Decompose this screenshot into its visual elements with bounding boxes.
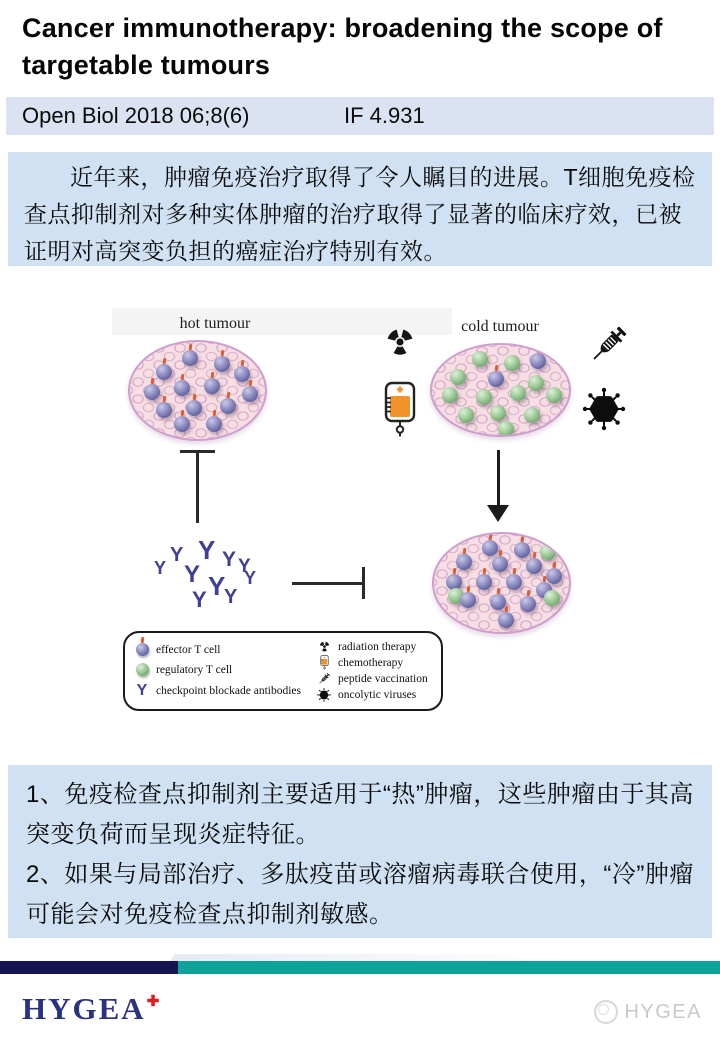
regulatory-t-cell <box>458 407 474 423</box>
antibody-icon: Y <box>136 682 148 699</box>
antibody: Y <box>184 561 201 588</box>
effector-t-cell <box>156 364 172 380</box>
regulatory-t-cell <box>490 405 506 421</box>
legend-row-effector <box>134 643 316 656</box>
legend-row-peptide <box>316 672 432 686</box>
antibody: Y <box>208 571 226 601</box>
figure-panel <box>110 305 630 737</box>
cold-tumour-label: cold tumour <box>461 318 539 335</box>
legend-row-radiation <box>316 640 432 653</box>
effector-t-cell <box>506 574 522 590</box>
hot-tumour-label: hot tumour <box>179 315 251 332</box>
legend-label: oncolytic viruses <box>338 689 417 701</box>
effector-t-cell <box>144 384 160 400</box>
effector-t-cell <box>546 568 562 584</box>
effector-t-cell <box>492 556 508 572</box>
effector-t-cell <box>174 416 190 432</box>
intro-text-box <box>8 152 712 266</box>
antibody: Y <box>198 535 216 565</box>
effector-t-cell <box>156 402 172 418</box>
chemotherapy-icon <box>383 381 417 437</box>
inhibition-tbar-horizontal-cap <box>362 567 365 599</box>
effector-t-cell <box>456 554 472 570</box>
effector-t-cell <box>242 386 258 402</box>
syringe-icon <box>586 323 630 367</box>
effector-t-cell <box>520 596 536 612</box>
summary-text-box <box>8 765 712 938</box>
effector-t-cell <box>204 378 220 394</box>
antibody-cluster <box>110 530 290 630</box>
syringe-icon <box>316 672 332 686</box>
chemotherapy-icon <box>316 655 332 670</box>
legend-label: effector T cell <box>156 643 221 656</box>
effector-t-cell <box>174 380 190 396</box>
legend-label: radiation therapy <box>338 640 417 653</box>
inhibition-tbar-horizontal <box>292 582 364 585</box>
regulatory-t-cell <box>510 385 526 401</box>
impact-factor: IF 4.931 <box>344 103 425 128</box>
effector-t-cell <box>234 366 250 382</box>
antibody: Y <box>170 544 184 566</box>
intro-paragraph: 近年来，肿瘤免疫治疗取得了令人瞩目的进展。T细胞免疫检查点抑制剂对多种实体肿瘤的治疗取得了显著的临床疗效，已被证明对高突变负担的癌症治疗特别有效。 <box>24 164 696 264</box>
summary-point: 1、免疫检查点抑制剂主要适用于“热”肿瘤，这些肿瘤由于其高突变负荷而呈现炎症特征。 <box>26 781 694 848</box>
effector-t-cell <box>490 594 506 610</box>
page-title: Cancer immunotherapy: broadening the scope of targetable tumours <box>22 13 663 80</box>
legend-label: checkpoint blockade antibodies <box>156 685 301 697</box>
down-arrow-head <box>487 505 509 522</box>
regulatory-t-cell <box>442 387 458 403</box>
regulatory-t-cell <box>540 544 556 560</box>
effector-t-cell <box>488 371 504 387</box>
logo-text: HYGEA <box>22 991 146 1026</box>
effector-t-cell <box>214 356 230 372</box>
antibody: Y <box>222 548 237 571</box>
regulatory-t-cell <box>498 421 514 437</box>
effector-t-cell <box>514 542 530 558</box>
radiation-icon <box>316 640 332 653</box>
treated-tumour <box>432 532 571 634</box>
down-arrow-shaft <box>497 450 500 507</box>
figure-legend <box>123 631 443 711</box>
virus-icon <box>582 387 626 431</box>
inhibition-tbar-stem <box>196 451 199 523</box>
antibody: Y <box>154 558 167 578</box>
virus-icon <box>316 688 332 702</box>
footer-bar-navy <box>0 961 178 974</box>
watermark-text: HYGEA <box>624 1000 702 1023</box>
effector-t-cell <box>220 398 236 414</box>
effector-t-cell <box>498 612 514 628</box>
hygea-watermark <box>594 1000 702 1024</box>
footer-bar-teal <box>178 961 720 974</box>
effector-t-cell <box>530 353 546 369</box>
regulatory-t-cell <box>524 407 540 423</box>
effector-t-cell <box>482 540 498 556</box>
logo-cross-icon: ✚ <box>146 994 160 1010</box>
legend-label: regulatory T cell <box>156 663 233 676</box>
hygea-logo <box>22 991 158 1027</box>
effector-t-cell <box>460 592 476 608</box>
watermark-logo-icon <box>594 1000 618 1024</box>
legend-row-oncolytic <box>316 688 432 702</box>
regulatory-t-cell <box>450 369 466 385</box>
effector-t-cell <box>186 400 202 416</box>
legend-row-chemotherapy <box>316 655 432 670</box>
effector-t-cell-icon <box>134 643 150 656</box>
hot-tumour <box>128 340 267 441</box>
legend-label: peptide vaccination <box>338 673 428 685</box>
regulatory-t-cell <box>528 375 544 391</box>
effector-t-cell <box>206 416 222 432</box>
legend-label: chemotherapy <box>338 656 404 669</box>
regulatory-t-cell <box>544 590 560 606</box>
regulatory-t-cell <box>472 351 488 367</box>
antibody: Y <box>192 587 207 612</box>
regulatory-t-cell <box>476 389 492 405</box>
antibody: Y <box>238 556 251 577</box>
radiation-icon <box>383 325 417 359</box>
regulatory-t-cell-icon <box>134 663 150 676</box>
effector-t-cell <box>476 574 492 590</box>
citation-bar <box>6 97 714 135</box>
antibody: Y <box>244 568 257 588</box>
legend-row-antibodies <box>134 683 316 699</box>
regulatory-t-cell <box>504 355 520 371</box>
effector-t-cell <box>526 558 542 574</box>
summary-point: 2、如果与局部治疗、多肽疫苗或溶瘤病毒联合使用，“冷”肿瘤可能会对免疫检查点抑制剂敏感。 <box>26 861 694 928</box>
legend-row-regulatory <box>134 663 316 676</box>
journal-reference: Open Biol 2018 06;8(6) <box>22 103 250 128</box>
antibody: Y <box>224 586 238 608</box>
cold-tumour <box>430 343 571 437</box>
regulatory-t-cell <box>546 387 562 403</box>
effector-t-cell <box>182 350 198 366</box>
